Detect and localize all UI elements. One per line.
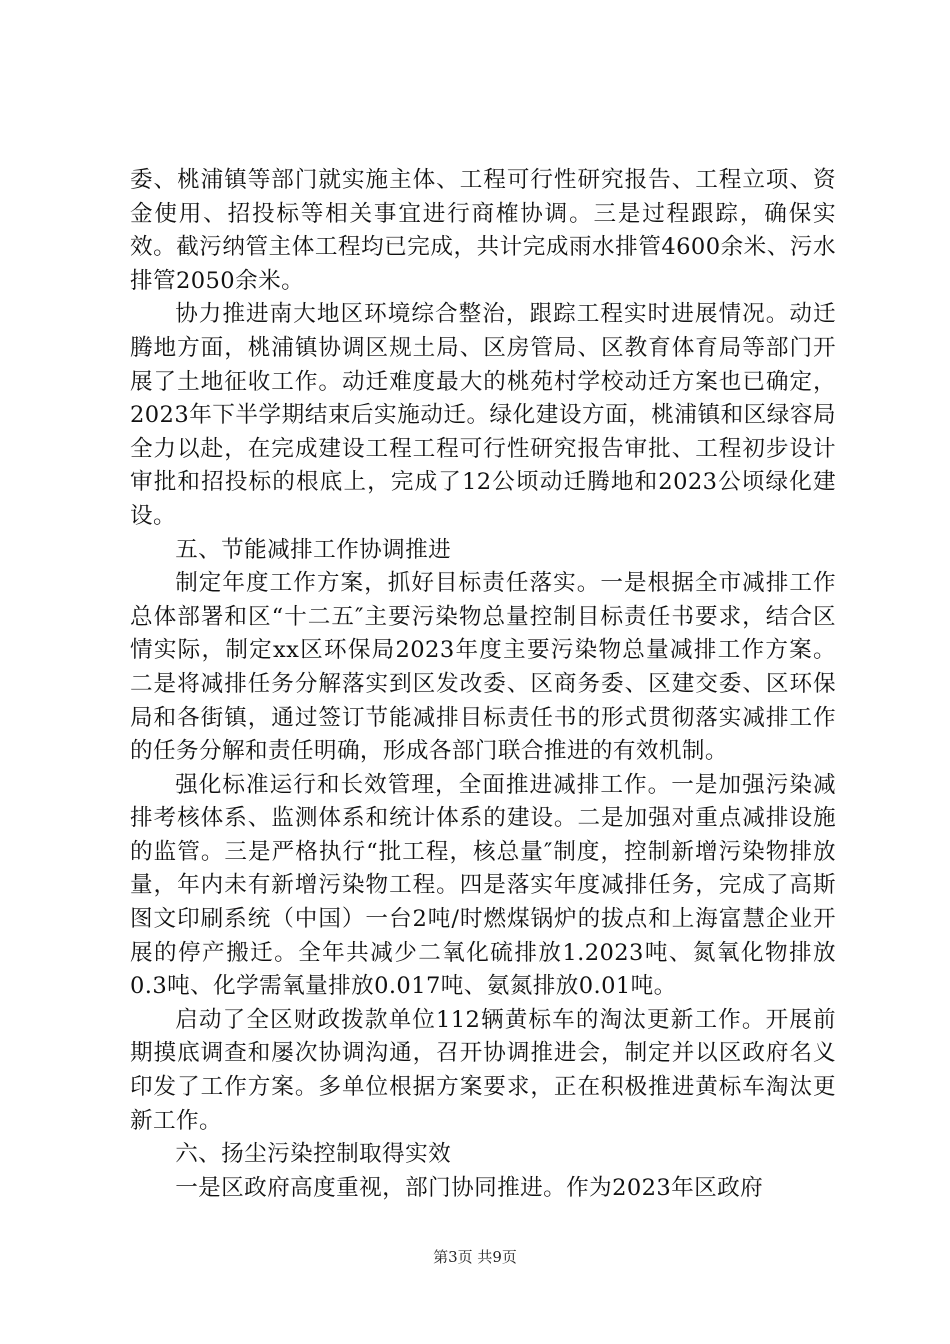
page-number-footer: 第3页 共9页 bbox=[433, 1248, 517, 1266]
paragraph-continued: 委、桃浦镇等部门就实施主体、工程可行性研究报告、工程立项、资金使用、招投标等相关事宜进行商榷协调。三是过程跟踪，确保实效。截污纳管主体工程均已完成，共计完成雨水排管4600余米、污水排管2050余米。 bbox=[130, 167, 836, 294]
paragraph: 强化标准运行和长效管理，全面推进减排工作。一是加强污染减排考核体系、监测体系和统计体系的建设。二是加强对重点减排设施的监管。三是严格执行“批工程，核总量″制度，控制新增污染物排放量，年内未有新增污染物工程。四是落实年度减排任务，完成了高斯图文印刷系统（中国）一台2吨/时燃煤锅炉的拔点和上海富慧企业开展的停产搬迁。全年共减少二氧化硫排放1.2023吨、氮氧化物排放0.3吨、化学需氧量排放0.017吨、氨氮排放0.01吨。 bbox=[130, 771, 836, 1000]
paragraph: 一是区政府高度重视，部门协同推进。作为2023年区政府 bbox=[175, 1174, 764, 1201]
section-heading: 五、节能减排工作协调推进 bbox=[175, 536, 452, 563]
section-heading: 六、扬尘污染控制取得实效 bbox=[175, 1141, 452, 1168]
document-body bbox=[130, 164, 836, 1205]
paragraph: 制定年度工作方案，抓好目标责任落实。一是根据全市减排工作总体部署和区“十二五″主要污染物总量控制目标责任书要求，结合区情实际，制定xx区环保局2023年度主要污染物总量减排工作方案。二是将减排任务分解落实到区发改委、区商务委、区建交委、区环保局和各街镇，通过签订节能减排目标责任书的形式贯彻落实减排工作的任务分解和责任明确，形成各部门联合推进的有效机制。 bbox=[130, 570, 836, 765]
paragraph: 协力推进南大地区环境综合整治，跟踪工程实时进展情况。动迁腾地方面，桃浦镇协调区规土局、区房管局、区教育体育局等部门开展了土地征收工作。动迁难度最大的桃苑村学校动迁方案也已确定，2023年下半学期结束后实施动迁。绿化建设方面，桃浦镇和区绿容局全力以赴，在完成建设工程工程可行性研究报告审批、工程初步设计审批和招投标的根底上，完成了12公顷动迁腾地和2023公顷绿化建设。 bbox=[130, 301, 836, 529]
paragraph: 启动了全区财政拨款单位112辆黄标车的淘汰更新工作。开展前期摸底调查和屡次协调沟通，召开协调推进会，制定并以区政府名义印发了工作方案。多单位根据方案要求，正在积极推进黄标车淘汰更新工作。 bbox=[130, 1006, 836, 1134]
